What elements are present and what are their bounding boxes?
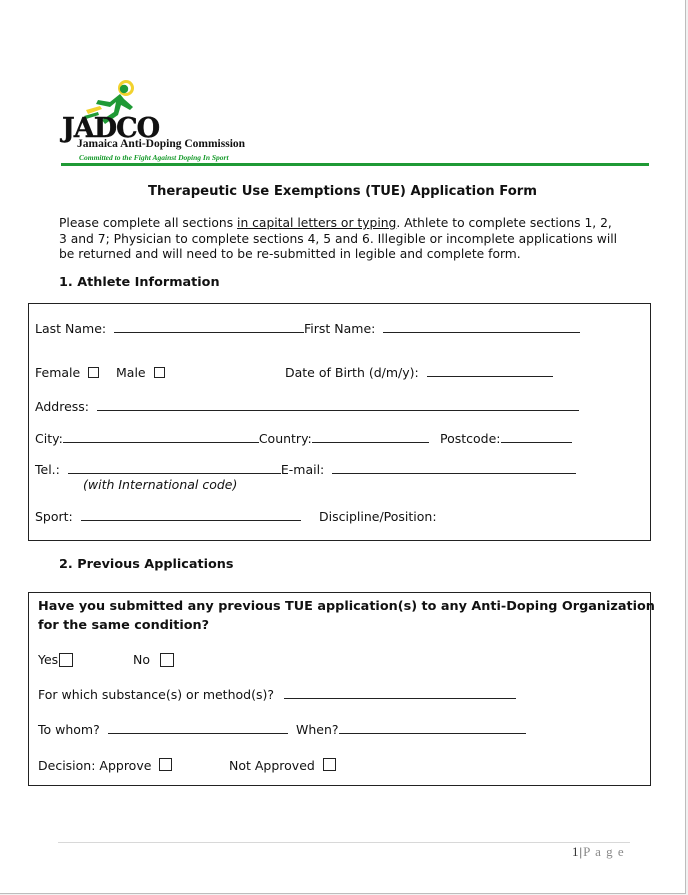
no-checkbox[interactable] xyxy=(160,653,174,667)
yes-label: Yes xyxy=(38,652,59,667)
postcode-field[interactable] xyxy=(501,431,572,443)
logo-wordmark: JADCO xyxy=(62,113,160,144)
intro-text: Please complete all sections xyxy=(59,216,238,230)
not-approved-checkbox[interactable] xyxy=(323,758,336,771)
email-label: E-mail: xyxy=(280,462,325,477)
yes-checkbox[interactable] xyxy=(59,653,73,667)
org-tagline: Committed to the Fight Against Doping In Sport xyxy=(79,153,229,162)
first-name-field[interactable] xyxy=(383,321,580,333)
female-label: Female xyxy=(35,365,81,380)
athlete-info-box xyxy=(28,303,651,541)
email-field[interactable] xyxy=(332,462,576,474)
male-label: Male xyxy=(116,365,146,380)
tel-note: (with International code) xyxy=(83,477,238,492)
org-name: Jamaica Anti-Doping Commission xyxy=(77,138,246,150)
address-field[interactable] xyxy=(97,399,579,411)
country-label: Country: xyxy=(258,431,312,446)
page-separator: | xyxy=(579,844,584,859)
last-name-label: Last Name: xyxy=(35,321,107,336)
intro-text: . Athlete to complete sections 1, 2, xyxy=(396,216,612,230)
previous-applications-box xyxy=(28,592,655,786)
address-label: Address: xyxy=(35,399,89,414)
instructions-paragraph xyxy=(59,216,649,263)
decision-approve-label: Decision: Approve xyxy=(38,758,152,773)
header-divider xyxy=(61,163,649,166)
page-number-value: 1 xyxy=(572,844,580,859)
postcode-label: Postcode: xyxy=(440,431,501,446)
male-checkbox[interactable] xyxy=(154,367,165,378)
question-text: Have you submitted any previous TUE application(s) to any Anti-Doping Organization xyxy=(38,599,655,614)
jadco-logo xyxy=(60,80,260,166)
first-name-label: First Name: xyxy=(304,321,376,336)
form-title: Therapeutic Use Exemptions (TUE) Application Form xyxy=(147,184,538,199)
female-checkbox[interactable] xyxy=(88,367,99,378)
substance-label: For which substance(s) or method(s)? xyxy=(38,687,274,702)
sport-label: Sport: xyxy=(35,509,73,524)
approve-checkbox[interactable] xyxy=(159,758,172,771)
intro-underlined-text: in capital letters or typing xyxy=(237,216,397,230)
page-word: P a g e xyxy=(583,844,625,859)
last-name-field[interactable] xyxy=(114,321,304,333)
dob-label: Date of Birth (d/m/y): xyxy=(285,365,419,380)
tel-field[interactable] xyxy=(68,462,281,474)
city-field[interactable] xyxy=(63,431,259,443)
previous-tue-question xyxy=(38,598,655,635)
to-whom-label: To whom? xyxy=(38,722,100,737)
country-field[interactable] xyxy=(312,431,429,443)
dob-field[interactable] xyxy=(427,365,553,377)
section-2-heading: 2. Previous Applications xyxy=(59,557,234,572)
when-label: When? xyxy=(296,722,339,737)
footer-divider xyxy=(58,842,630,843)
not-approved-label: Not Approved xyxy=(229,758,315,773)
sport-field[interactable] xyxy=(81,509,301,521)
no-label: No xyxy=(133,652,150,667)
question-text: for the same condition? xyxy=(38,617,210,633)
discipline-label: Discipline/Position: xyxy=(319,509,437,524)
intro-text: be returned and will need to be re-submitted in legible and complete form. xyxy=(59,247,521,261)
substance-field[interactable] xyxy=(284,687,516,699)
intro-text: 3 and 7; Physician to complete sections 4, 5 and 6. Illegible or incomplete applications will xyxy=(59,231,618,246)
when-field[interactable] xyxy=(339,722,526,734)
section-1-heading: 1. Athlete Information xyxy=(59,275,220,290)
city-label: City: xyxy=(35,431,63,446)
page-number xyxy=(572,844,625,860)
to-whom-field[interactable] xyxy=(108,722,288,734)
tel-label: Tel.: xyxy=(35,462,60,477)
